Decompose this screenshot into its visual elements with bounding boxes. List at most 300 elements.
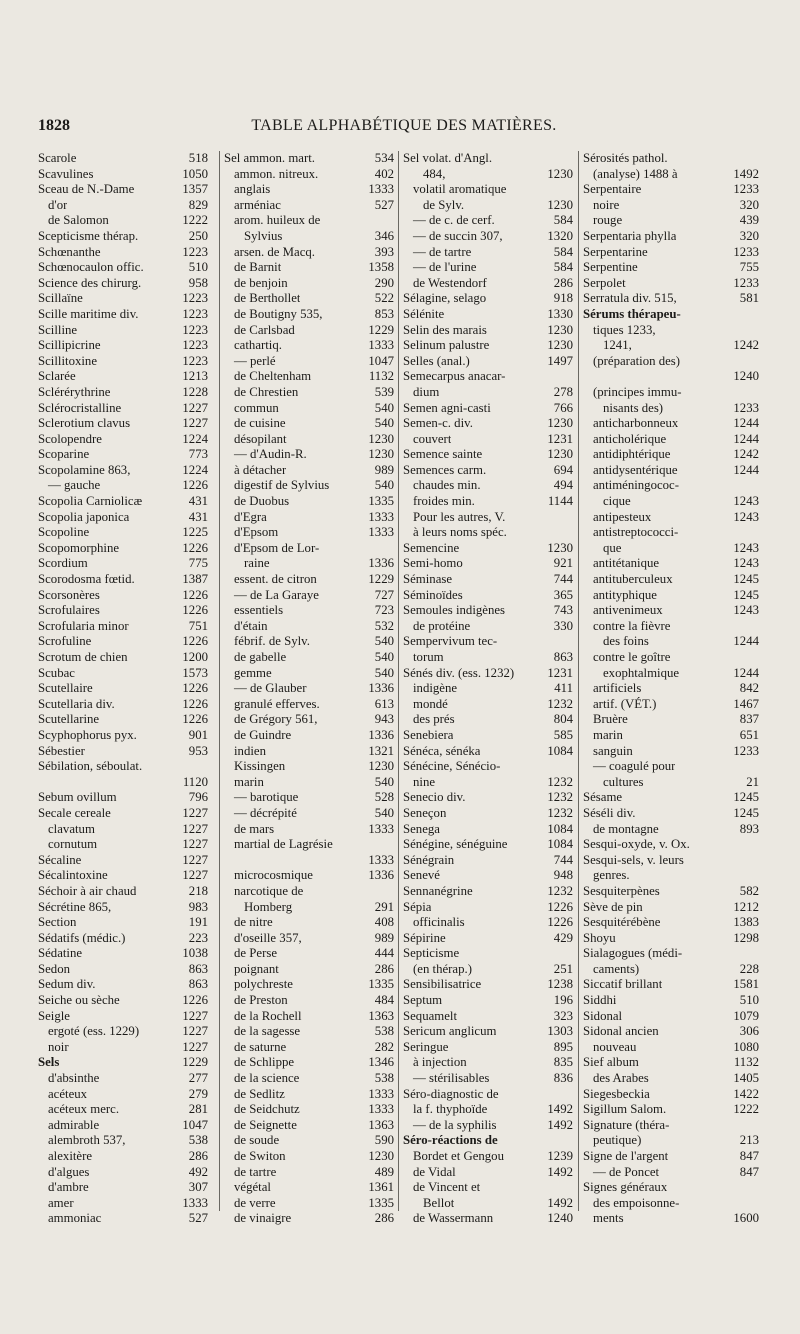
entry-page-ref: 1335 bbox=[368, 1195, 394, 1210]
entry-page-ref: 744 bbox=[553, 852, 573, 867]
entry-page-ref: 1228 bbox=[182, 384, 208, 399]
entry-term: Selles (anal.) bbox=[403, 353, 470, 368]
entry-term: Senevé bbox=[403, 868, 440, 883]
entry-term: Semencine bbox=[403, 540, 460, 555]
index-entry bbox=[224, 977, 394, 993]
entry-page-ref: 837 bbox=[739, 712, 759, 727]
entry-term: marin bbox=[234, 774, 264, 789]
entry-page-ref: 1330 bbox=[547, 306, 573, 321]
entry-page-ref: 1492 bbox=[547, 1102, 573, 1117]
entry-page-ref: 582 bbox=[739, 883, 759, 898]
entry-term: à leurs noms spéc. bbox=[413, 525, 507, 540]
index-entry bbox=[38, 619, 208, 635]
entry-page-ref: 1229 bbox=[368, 322, 394, 337]
running-head: TABLE ALPHABÉTIQUE DES MATIÈRES. bbox=[251, 117, 557, 134]
entry-page-ref: 983 bbox=[188, 899, 208, 914]
index-entry bbox=[38, 962, 208, 978]
index-entry bbox=[224, 478, 394, 494]
entry-page-ref: 1038 bbox=[182, 946, 208, 961]
entry-page-ref: 918 bbox=[553, 291, 573, 306]
entry-page-ref: 755 bbox=[739, 260, 759, 275]
index-entry bbox=[38, 915, 208, 931]
entry-page-ref: 1233 bbox=[733, 275, 759, 290]
entry-term: Sialagogues (médi- bbox=[583, 946, 683, 961]
entry-page-ref: 1361 bbox=[368, 1180, 394, 1195]
index-entry bbox=[583, 525, 759, 541]
index-entry bbox=[583, 884, 759, 900]
index-entry bbox=[38, 525, 208, 541]
index-entry bbox=[38, 338, 208, 354]
entry-term: végétal bbox=[234, 1180, 271, 1195]
entry-page-ref: 581 bbox=[739, 291, 759, 306]
entry-term: d'Epsom bbox=[234, 525, 279, 540]
entry-term: mondé bbox=[413, 696, 448, 711]
index-entry bbox=[38, 541, 208, 557]
entry-term: antidiphtérique bbox=[593, 447, 671, 462]
entry-term: indien bbox=[234, 743, 266, 758]
entry-page-ref: 829 bbox=[188, 197, 208, 212]
index-entry bbox=[224, 307, 394, 323]
index-entry bbox=[583, 993, 759, 1009]
entry-page-ref: 1233 bbox=[733, 743, 759, 758]
entry-term: Scopolamine 863, bbox=[38, 462, 131, 477]
index-entry bbox=[403, 463, 573, 479]
entry-term: anticholérique bbox=[593, 431, 667, 446]
index-entry bbox=[583, 1040, 759, 1056]
entry-page-ref: 282 bbox=[374, 1039, 394, 1054]
index-entry bbox=[224, 900, 394, 916]
entry-page-ref: 1336 bbox=[368, 727, 394, 742]
index-entry bbox=[403, 884, 573, 900]
entry-term: arsen. de Macq. bbox=[234, 244, 316, 259]
index-entry bbox=[224, 572, 394, 588]
entry-page-ref: 1222 bbox=[733, 1102, 759, 1117]
entry-page-ref: 1222 bbox=[182, 213, 208, 228]
entry-page-ref: 1245 bbox=[733, 805, 759, 820]
index-entry bbox=[224, 401, 394, 417]
entry-term: de Seidchutz bbox=[234, 1102, 300, 1117]
entry-page-ref: 1321 bbox=[368, 743, 394, 758]
entry-term: acéteux merc. bbox=[48, 1102, 120, 1117]
index-entry bbox=[224, 556, 394, 572]
entry-term: à injection bbox=[413, 1055, 467, 1070]
entry-page-ref bbox=[755, 650, 759, 666]
entry-page-ref bbox=[755, 307, 759, 323]
entry-term: ments bbox=[593, 1211, 624, 1226]
entry-term: Scepticisme thérap. bbox=[38, 228, 139, 243]
entry-term: nine bbox=[413, 774, 436, 789]
index-entry bbox=[38, 463, 208, 479]
index-entry bbox=[38, 291, 208, 307]
entry-page-ref bbox=[755, 759, 759, 775]
entry-term: alembroth 537, bbox=[48, 1133, 126, 1148]
entry-page-ref: 1333 bbox=[182, 1195, 208, 1210]
entry-page-ref: 751 bbox=[188, 618, 208, 633]
entry-term: Scille maritime div. bbox=[38, 306, 139, 321]
entry-term: antityphique bbox=[593, 587, 657, 602]
entry-term: Secale cereale bbox=[38, 805, 111, 820]
index-entry bbox=[38, 603, 208, 619]
index-entry bbox=[38, 650, 208, 666]
index-entry bbox=[583, 868, 759, 884]
index-entry bbox=[583, 837, 759, 853]
index-entry bbox=[224, 619, 394, 635]
entry-term: Sensibilisatrice bbox=[403, 977, 482, 992]
entry-page-ref: 1230 bbox=[547, 447, 573, 462]
index-entry bbox=[38, 572, 208, 588]
index-entry bbox=[224, 198, 394, 214]
index-entry bbox=[38, 666, 208, 682]
entry-page-ref: 518 bbox=[188, 151, 208, 165]
index-entry bbox=[403, 650, 573, 666]
index-entry bbox=[583, 697, 759, 713]
index-column-3 bbox=[398, 151, 573, 1226]
index-entry bbox=[403, 1087, 573, 1103]
entry-term: antivenimeux bbox=[593, 603, 663, 618]
index-entry bbox=[583, 447, 759, 463]
entry-term: Sel ammon. mart. bbox=[224, 151, 315, 165]
index-column-1 bbox=[38, 151, 208, 1226]
entry-page-ref: 1492 bbox=[547, 1195, 573, 1210]
index-entry bbox=[403, 1165, 573, 1181]
index-entry bbox=[583, 572, 759, 588]
entry-page-ref: 842 bbox=[739, 681, 759, 696]
entry-term: d'algues bbox=[48, 1164, 90, 1179]
entry-page-ref: 1333 bbox=[368, 1086, 394, 1101]
index-entry bbox=[38, 759, 208, 775]
index-entry bbox=[224, 603, 394, 619]
entry-page-ref: 528 bbox=[374, 790, 394, 805]
entry-page-ref: 1223 bbox=[182, 291, 208, 306]
entry-term: — d'Audin-R. bbox=[234, 447, 307, 462]
index-entry bbox=[403, 666, 573, 682]
entry-page-ref: 766 bbox=[553, 400, 573, 415]
index-entry bbox=[38, 213, 208, 229]
entry-term: Pour les autres, V. bbox=[413, 509, 506, 524]
entry-term: Scrotum de chien bbox=[38, 650, 128, 664]
index-entry bbox=[403, 541, 573, 557]
entry-page-ref: 539 bbox=[374, 384, 394, 399]
index-entry bbox=[224, 634, 394, 650]
entry-term: admirable bbox=[48, 1117, 100, 1132]
index-entry bbox=[403, 494, 573, 510]
index-entry bbox=[403, 182, 573, 198]
entry-term: Septicisme bbox=[403, 946, 460, 961]
entry-term: Sénégrain bbox=[403, 852, 455, 867]
entry-term: couvert bbox=[413, 431, 452, 446]
entry-page-ref: 540 bbox=[374, 805, 394, 820]
entry-term: tiques 1233, bbox=[593, 322, 656, 337]
entry-page-ref: 323 bbox=[553, 1008, 573, 1023]
index-entry bbox=[224, 962, 394, 978]
entry-term: cique bbox=[603, 494, 631, 509]
index-entry bbox=[403, 697, 573, 713]
index-entry bbox=[403, 946, 573, 962]
entry-page-ref: 538 bbox=[188, 1133, 208, 1148]
entry-term: Sesqui-sels, v. leurs bbox=[583, 852, 684, 867]
index-entry bbox=[38, 447, 208, 463]
index-entry bbox=[38, 151, 208, 167]
index-entry bbox=[583, 1180, 759, 1196]
entry-page-ref: 836 bbox=[553, 1071, 573, 1086]
entry-page-ref: 1242 bbox=[733, 338, 759, 353]
page-header bbox=[38, 117, 770, 139]
entry-term: Seigle bbox=[38, 1008, 70, 1023]
entry-page-ref: 429 bbox=[553, 930, 573, 945]
entry-term: Scorsonères bbox=[38, 587, 100, 602]
index-entry bbox=[403, 1009, 573, 1025]
entry-term: de Sedlitz bbox=[234, 1086, 285, 1101]
entry-page-ref: 1230 bbox=[547, 540, 573, 555]
entry-term: Bellot bbox=[423, 1195, 455, 1210]
index-column-4 bbox=[578, 151, 759, 1226]
index-entry bbox=[403, 1180, 573, 1196]
index-entry bbox=[224, 432, 394, 448]
entry-term: clavatum bbox=[48, 821, 95, 836]
entry-term: essent. de citron bbox=[234, 572, 317, 587]
entry-page-ref: 540 bbox=[374, 634, 394, 649]
entry-page-ref: 863 bbox=[553, 650, 573, 664]
index-entry bbox=[224, 1055, 394, 1071]
index-entry bbox=[583, 541, 759, 557]
index-entry bbox=[403, 1102, 573, 1118]
entry-page-ref: 251 bbox=[553, 961, 573, 976]
entry-term: de Vidal bbox=[413, 1164, 456, 1179]
entry-page-ref: 278 bbox=[553, 384, 573, 399]
entry-page-ref: 250 bbox=[188, 228, 208, 243]
entry-page-ref: 1227 bbox=[182, 805, 208, 820]
entry-page-ref: 1492 bbox=[733, 166, 759, 181]
index-entry bbox=[38, 822, 208, 838]
index-entry bbox=[38, 182, 208, 198]
index-entry bbox=[38, 744, 208, 760]
entry-page-ref: 191 bbox=[188, 915, 208, 930]
entry-term: Sébestier bbox=[38, 743, 85, 758]
entry-page-ref: 1333 bbox=[368, 1102, 394, 1117]
index-entry bbox=[38, 931, 208, 947]
entry-term: marin bbox=[593, 727, 623, 742]
entry-term: Scrofuline bbox=[38, 634, 92, 649]
entry-term: Science des chirurg. bbox=[38, 275, 142, 290]
entry-page-ref: 1230 bbox=[368, 431, 394, 446]
entry-term: antistreptococci- bbox=[593, 525, 679, 540]
entry-page-ref bbox=[755, 868, 759, 884]
entry-page-ref: 1132 bbox=[733, 1055, 759, 1070]
index-entry bbox=[224, 213, 394, 229]
entry-page-ref: 1244 bbox=[733, 462, 759, 477]
entry-page-ref: 1333 bbox=[368, 525, 394, 540]
index-entry bbox=[224, 1133, 394, 1149]
entry-term: des empoisonne- bbox=[593, 1195, 680, 1210]
index-entry bbox=[403, 432, 573, 448]
index-entry bbox=[224, 416, 394, 432]
entry-term: — barotique bbox=[234, 790, 299, 805]
entry-term: Siccatif brillant bbox=[583, 977, 663, 992]
entry-page-ref bbox=[569, 634, 573, 650]
entry-term: Septum bbox=[403, 993, 443, 1008]
entry-term: artificiels bbox=[593, 681, 642, 696]
index-entry bbox=[403, 556, 573, 572]
index-entry bbox=[38, 494, 208, 510]
index-entry bbox=[583, 681, 759, 697]
entry-term: de Vincent et bbox=[413, 1180, 481, 1195]
entry-page-ref: 863 bbox=[188, 977, 208, 992]
entry-term: que bbox=[603, 540, 622, 555]
entry-term: anticharbonneux bbox=[593, 416, 679, 431]
index-entry bbox=[403, 915, 573, 931]
index-entry bbox=[403, 993, 573, 1009]
entry-page-ref: 584 bbox=[553, 244, 573, 259]
entry-term: Sceau de N.-Dame bbox=[38, 182, 135, 197]
entry-page-ref: 1233 bbox=[733, 400, 759, 415]
index-entry bbox=[403, 1149, 573, 1165]
entry-page-ref: 1227 bbox=[182, 852, 208, 867]
entry-term: Scopomorphine bbox=[38, 540, 120, 555]
entry-term: (analyse) 1488 à bbox=[593, 166, 678, 181]
entry-page-ref: 989 bbox=[374, 930, 394, 945]
entry-term: indigène bbox=[413, 681, 458, 696]
entry-term: Scyphophorus pyx. bbox=[38, 727, 137, 742]
entry-page-ref bbox=[755, 354, 759, 370]
index-entry bbox=[583, 1071, 759, 1087]
entry-term: Selinum palustre bbox=[403, 338, 490, 353]
index-entry bbox=[38, 884, 208, 900]
entry-term: — perlé bbox=[234, 353, 276, 368]
entry-term: Sérums thérapeu- bbox=[583, 306, 681, 321]
index-entry bbox=[403, 1040, 573, 1056]
entry-page-ref: 1050 bbox=[182, 166, 208, 181]
entry-page-ref: 1232 bbox=[547, 805, 573, 820]
index-entry bbox=[224, 182, 394, 198]
index-entry bbox=[224, 806, 394, 822]
entry-page-ref: 218 bbox=[188, 883, 208, 898]
entry-page-ref: 953 bbox=[188, 743, 208, 758]
entry-page-ref: 775 bbox=[188, 556, 208, 571]
entry-term: essentiels bbox=[234, 603, 284, 618]
entry-page-ref: 1363 bbox=[368, 1008, 394, 1023]
entry-term: de mars bbox=[234, 821, 275, 836]
index-entry bbox=[403, 510, 573, 526]
index-entry bbox=[38, 245, 208, 261]
entry-term: de Sylv. bbox=[423, 197, 465, 212]
entry-term: Scutellaria div. bbox=[38, 696, 115, 711]
index-entry bbox=[583, 213, 759, 229]
entry-page-ref bbox=[569, 369, 573, 385]
entry-page-ref bbox=[569, 510, 573, 526]
index-entry bbox=[403, 1196, 573, 1212]
entry-page-ref bbox=[755, 853, 759, 869]
entry-term: cornutum bbox=[48, 837, 98, 852]
entry-term: arom. huileux de bbox=[234, 213, 321, 228]
index-entry bbox=[38, 1087, 208, 1103]
entry-term: Semecarpus anacar- bbox=[403, 369, 506, 384]
index-entry bbox=[224, 712, 394, 728]
index-entry bbox=[224, 775, 394, 791]
entry-term: de vinaigre bbox=[234, 1211, 292, 1226]
index-entry bbox=[224, 494, 394, 510]
entry-term: Serpentine bbox=[583, 260, 638, 275]
entry-term: — de la syphilis bbox=[413, 1117, 497, 1132]
entry-page-ref: 532 bbox=[374, 618, 394, 633]
index-entry bbox=[224, 853, 394, 869]
entry-term: de Grégory 561, bbox=[234, 712, 318, 727]
index-entry bbox=[224, 790, 394, 806]
entry-page-ref bbox=[569, 525, 573, 541]
index-entry bbox=[583, 1165, 759, 1181]
entry-page-ref: 540 bbox=[374, 665, 394, 680]
index-entry bbox=[224, 510, 394, 526]
entry-term: Sclérocristalline bbox=[38, 400, 122, 415]
index-entry bbox=[403, 712, 573, 728]
entry-page-ref: 948 bbox=[553, 868, 573, 883]
entry-page-ref: 1226 bbox=[182, 712, 208, 727]
index-entry bbox=[583, 556, 759, 572]
entry-page-ref: 1226 bbox=[182, 681, 208, 696]
entry-page-ref bbox=[755, 323, 759, 339]
entry-page-ref: 1226 bbox=[182, 540, 208, 555]
index-entry bbox=[403, 213, 573, 229]
index-entry bbox=[224, 229, 394, 245]
entry-page-ref: 1244 bbox=[733, 431, 759, 446]
entry-term: de protéine bbox=[413, 618, 471, 633]
index-entry bbox=[38, 1102, 208, 1118]
index-entry bbox=[224, 463, 394, 479]
entry-term: alexitère bbox=[48, 1149, 93, 1163]
entry-term: froides min. bbox=[413, 494, 475, 509]
entry-page-ref: 585 bbox=[553, 727, 573, 742]
entry-term: Scutellaire bbox=[38, 681, 93, 696]
entry-page-ref: 444 bbox=[374, 946, 394, 961]
entry-page-ref: 510 bbox=[739, 993, 759, 1008]
entry-term: Sébilation, séboulat. bbox=[38, 759, 143, 774]
entry-page-ref: 1600 bbox=[733, 1211, 759, 1226]
entry-term: caments) bbox=[593, 961, 640, 976]
entry-page-ref: 1244 bbox=[733, 665, 759, 680]
index-entry bbox=[224, 884, 394, 900]
entry-page-ref: 1144 bbox=[547, 494, 573, 509]
entry-term: anglais bbox=[234, 182, 271, 197]
entry-term: de Westendorf bbox=[413, 275, 487, 290]
entry-page-ref: 527 bbox=[374, 197, 394, 212]
entry-term: Seiche ou sèche bbox=[38, 993, 120, 1008]
index-entry bbox=[403, 853, 573, 869]
entry-page-ref: 651 bbox=[739, 727, 759, 742]
index-entry bbox=[403, 354, 573, 370]
entry-term: de Duobus bbox=[234, 494, 290, 509]
entry-term: Sécalintoxine bbox=[38, 868, 108, 883]
entry-term: antituberculeux bbox=[593, 572, 673, 587]
entry-page-ref: 540 bbox=[374, 650, 394, 664]
entry-page-ref: 290 bbox=[374, 275, 394, 290]
index-entry bbox=[38, 697, 208, 713]
entry-term: Sidonal ancien bbox=[583, 1024, 659, 1039]
entry-page-ref: 584 bbox=[553, 213, 573, 228]
index-entry bbox=[403, 385, 573, 401]
entry-page-ref: 1233 bbox=[733, 182, 759, 197]
entry-term: Scilline bbox=[38, 322, 78, 337]
entry-page-ref: 1079 bbox=[733, 1008, 759, 1023]
index-entry bbox=[224, 167, 394, 183]
index-entry bbox=[583, 182, 759, 198]
entry-page-ref: 1492 bbox=[547, 1117, 573, 1132]
index-entry bbox=[583, 260, 759, 276]
entry-term: Sennanégrine bbox=[403, 883, 473, 898]
index-entry bbox=[38, 853, 208, 869]
entry-term: de Perse bbox=[234, 946, 277, 961]
entry-page-ref: 1497 bbox=[547, 353, 573, 368]
entry-page-ref: 835 bbox=[553, 1055, 573, 1070]
entry-page-ref: 286 bbox=[374, 961, 394, 976]
